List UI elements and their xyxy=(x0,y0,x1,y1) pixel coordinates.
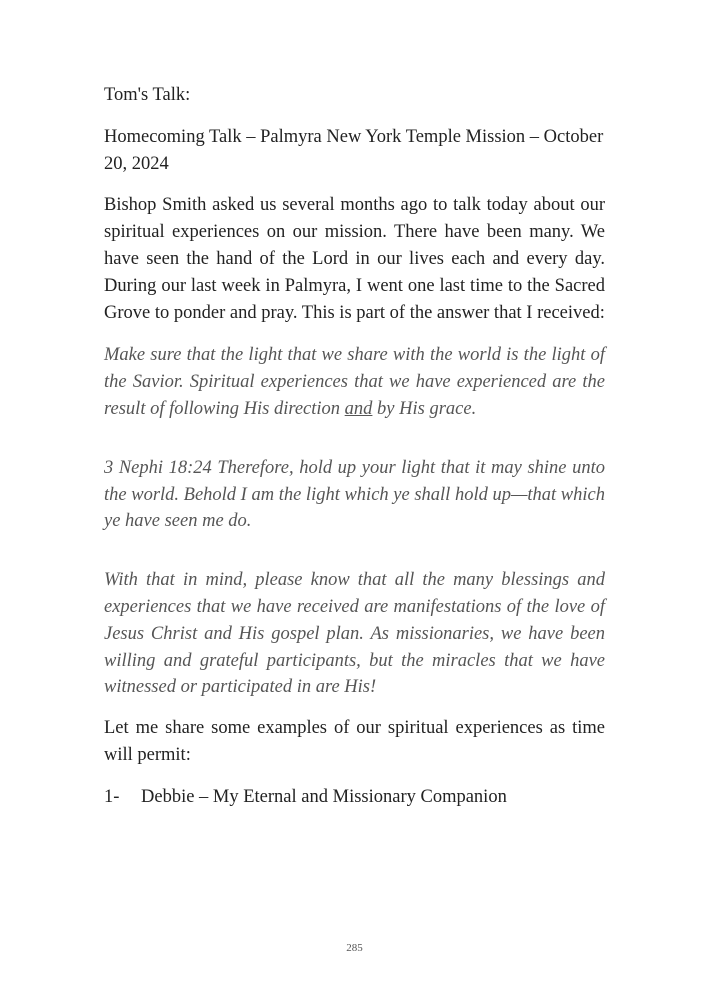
answer-underlined-word: and xyxy=(344,398,373,419)
answer-text-before: Make sure that the light that we share with the world is the light of the Savior. Spiritual experiences that we have experienced are the result of following His direction xyxy=(104,345,605,419)
received-answer-paragraph xyxy=(104,342,605,422)
intro-paragraph: Bishop Smith asked us several months ago to talk today about our spiritual experiences on our mission. There have been many. We have seen the hand of the Lord in our lives each and every day. During our last week in Palmyra, I went one last time to the Sacred Grove to ponder and pray. This is part of the answer that I received: xyxy=(104,195,605,323)
list-item-text: Debbie – My Eternal and Missionary Companion xyxy=(141,786,507,807)
list-item xyxy=(104,784,605,811)
page-number: 285 xyxy=(346,942,363,954)
reflection-paragraph: With that in mind, please know that all the many blessings and experiences that we have received are manifestations of the love of Jesus Christ and His gospel plan. As missionaries, we have been willing and grateful participants, but the miracles that we have witnessed or participated in are His! xyxy=(104,570,605,698)
talk-heading: Tom's Talk: xyxy=(104,85,191,105)
talk-title: Homecoming Talk – Palmyra New York Temple Mission – October 20, 2024 xyxy=(104,126,604,174)
document-body xyxy=(104,82,605,811)
list-item-number: 1- xyxy=(104,786,120,807)
scripture-paragraph: 3 Nephi 18:24 Therefore, hold up your light that it may shine unto the world. Behold I am the light which ye shall hold up—that which ye have seen me do. xyxy=(104,457,605,532)
examples-intro-paragraph: Let me share some examples of our spiritual experiences as time will permit: xyxy=(104,718,605,765)
answer-text-after: by His grace. xyxy=(372,398,477,419)
